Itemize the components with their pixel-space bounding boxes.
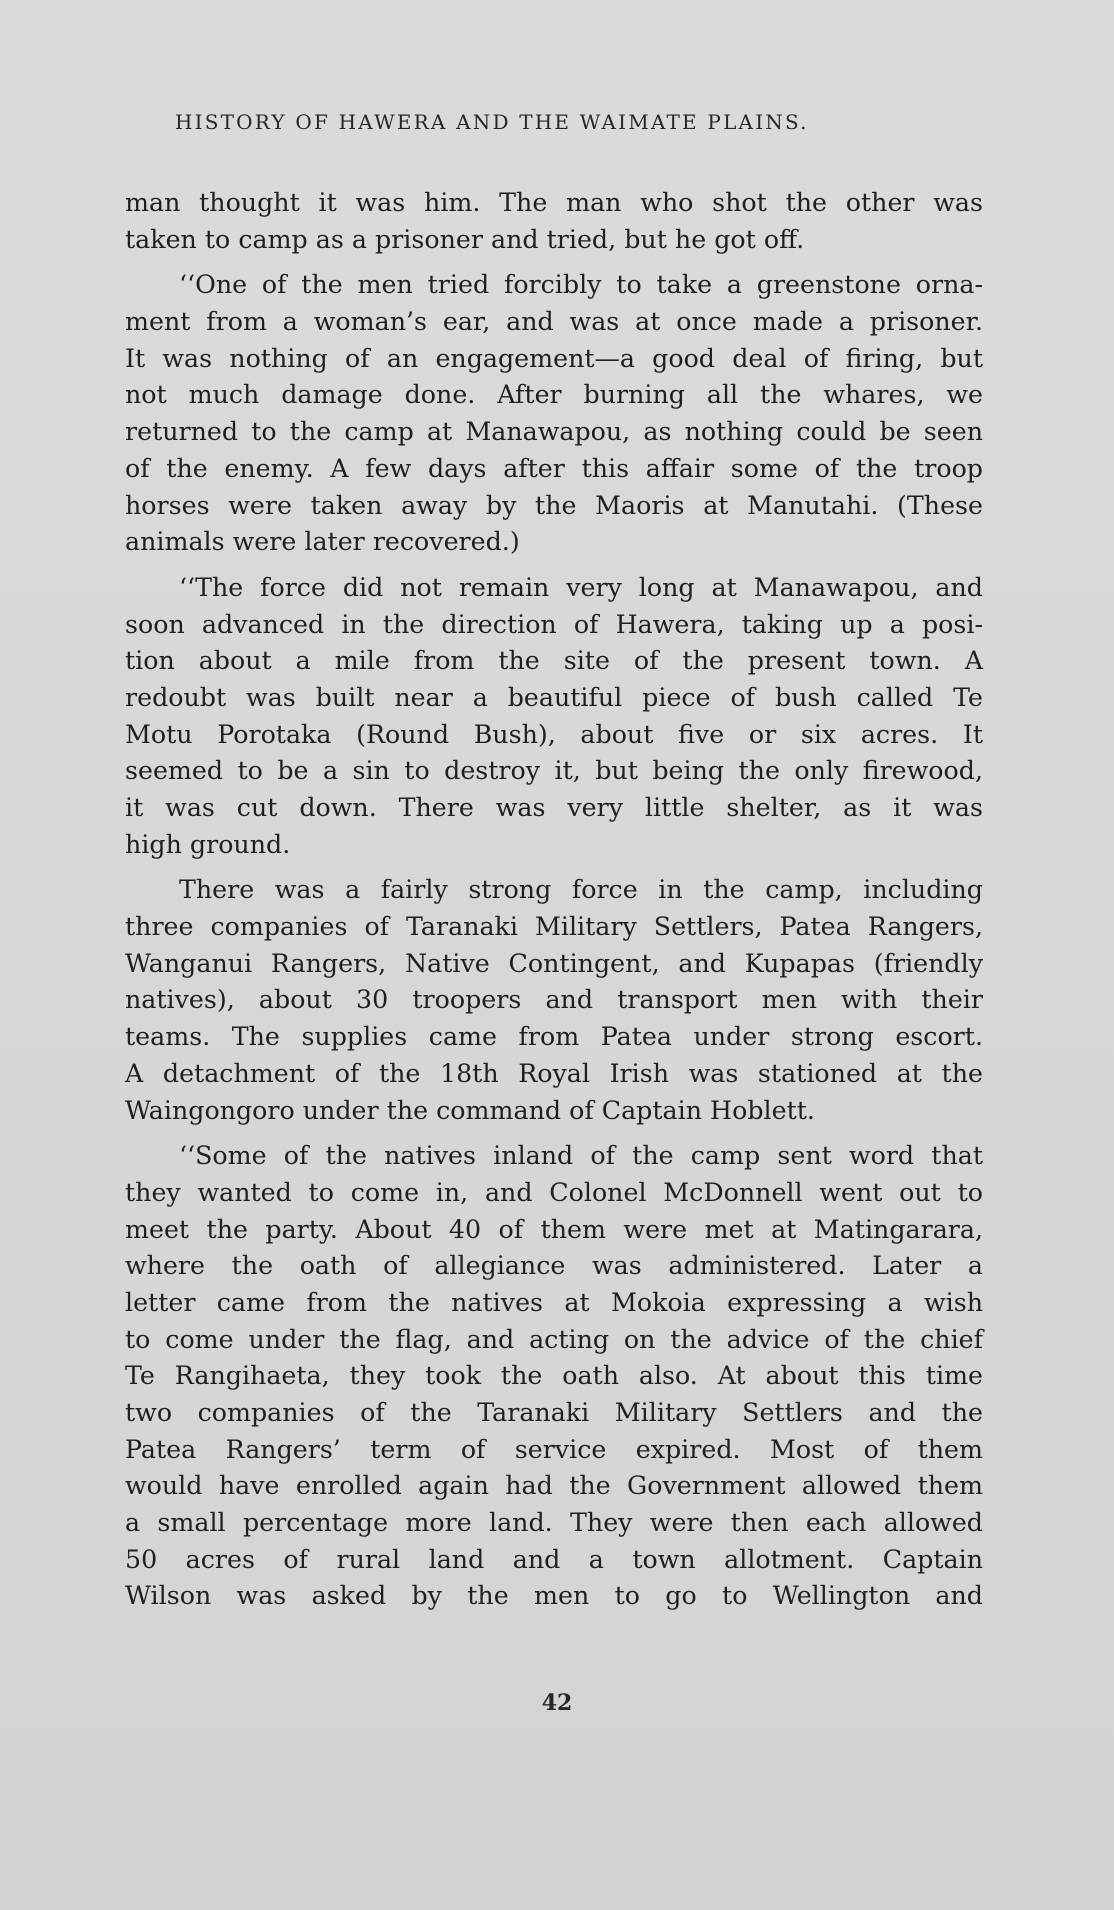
text-line: ‘‘Some of the natives inland of the camp sent word that — [179, 1141, 983, 1171]
text-line: meet the party. About 40 of them were met at Matingarara, — [125, 1214, 983, 1244]
text-line: ‘‘One of the men tried forcibly to take a greenstone orna- — [179, 270, 983, 300]
text-line: a small percentage more land. They were then each allowed — [125, 1508, 983, 1538]
text-line: soon advanced in the direction of Hawera, taking up a posi- — [125, 609, 983, 639]
text-line: ment from a woman’s ear, and was at once made a prisoner. — [125, 307, 983, 337]
text-line: It was nothing of an engagement—a good deal of firing, but — [125, 343, 983, 373]
text-line: There was a fairly strong force in the camp, including — [179, 875, 983, 905]
text-line: ‘‘The force did not remain very long at Manawapou, and — [179, 572, 983, 602]
text-line: not much damage done. After burning all the whares, we — [125, 380, 983, 410]
text-line: high ground. — [125, 829, 291, 859]
text-line: A detachment of the 18th Royal Irish was stationed at the — [125, 1058, 983, 1088]
paragraph — [125, 267, 983, 561]
text-line: Waingongoro under the command of Captain Hoblett. — [125, 1095, 815, 1125]
text-line: to come under the flag, and acting on the advice of the chief — [125, 1324, 983, 1354]
text-line: would have enrolled again had the Government allowed them — [125, 1471, 983, 1501]
text-line: it was cut down. There was very little shelter, as it was — [125, 793, 983, 822]
text-line: where the oath of allegiance was administered. Later a — [125, 1251, 983, 1281]
text-line: tion about a mile from the site of the present town. A — [125, 646, 983, 676]
text-line: teams. The supplies came from Patea under strong escort. — [125, 1022, 983, 1052]
text-line: animals were later recovered.) — [125, 527, 520, 557]
paragraph — [125, 185, 983, 258]
text-line: Patea Rangers’ term of service expired. Most of them — [125, 1434, 983, 1464]
text-line: Te Rangihaeta, they took the oath also. At about this time — [125, 1361, 983, 1391]
paragraph — [125, 1138, 983, 1615]
text-line: seemed to be a sin to destroy it, but being the only firewood, — [125, 756, 983, 786]
paragraph — [125, 872, 983, 1129]
body-text — [125, 185, 983, 1624]
running-head: HISTORY OF HAWERA AND THE WAIMATE PLAINS. — [175, 110, 809, 134]
page-number: 42 — [541, 1690, 573, 1716]
text-line: Wilson was asked by the men to go to Wellington and — [125, 1581, 983, 1611]
text-line: 50 acres of rural land and a town allotment. Captain — [125, 1544, 983, 1574]
text-line: they wanted to come in, and Colonel McDonnell went out to — [125, 1177, 983, 1207]
text-line: Motu Porotaka (Round Bush), about five or six acres. It — [125, 719, 983, 749]
text-line: man thought it was him. The man who shot the other was — [125, 188, 983, 217]
text-line: horses were taken away by the Maoris at Manutahi. (These — [125, 490, 983, 520]
text-line: redoubt was built near a beautiful piece of bush called Te — [125, 682, 983, 712]
text-line: Wanganui Rangers, Native Contingent, and Kupapas (friendly — [125, 948, 983, 978]
text-line: three companies of Taranaki Military Settlers, Patea Rangers, — [125, 912, 983, 942]
text-line: taken to camp as a prisoner and tried, but he got off. — [125, 224, 805, 254]
text-line: of the enemy. A few days after this affair some of the troop — [125, 453, 983, 483]
text-line: returned to the camp at Manawapou, as nothing could be seen — [125, 417, 983, 447]
text-line: letter came from the natives at Mokoia expressing a wish — [125, 1287, 983, 1317]
text-line: two companies of the Taranaki Military Settlers and the — [125, 1398, 983, 1427]
text-line: natives), about 30 troopers and transport men with their — [125, 985, 983, 1015]
paragraph — [125, 570, 983, 864]
